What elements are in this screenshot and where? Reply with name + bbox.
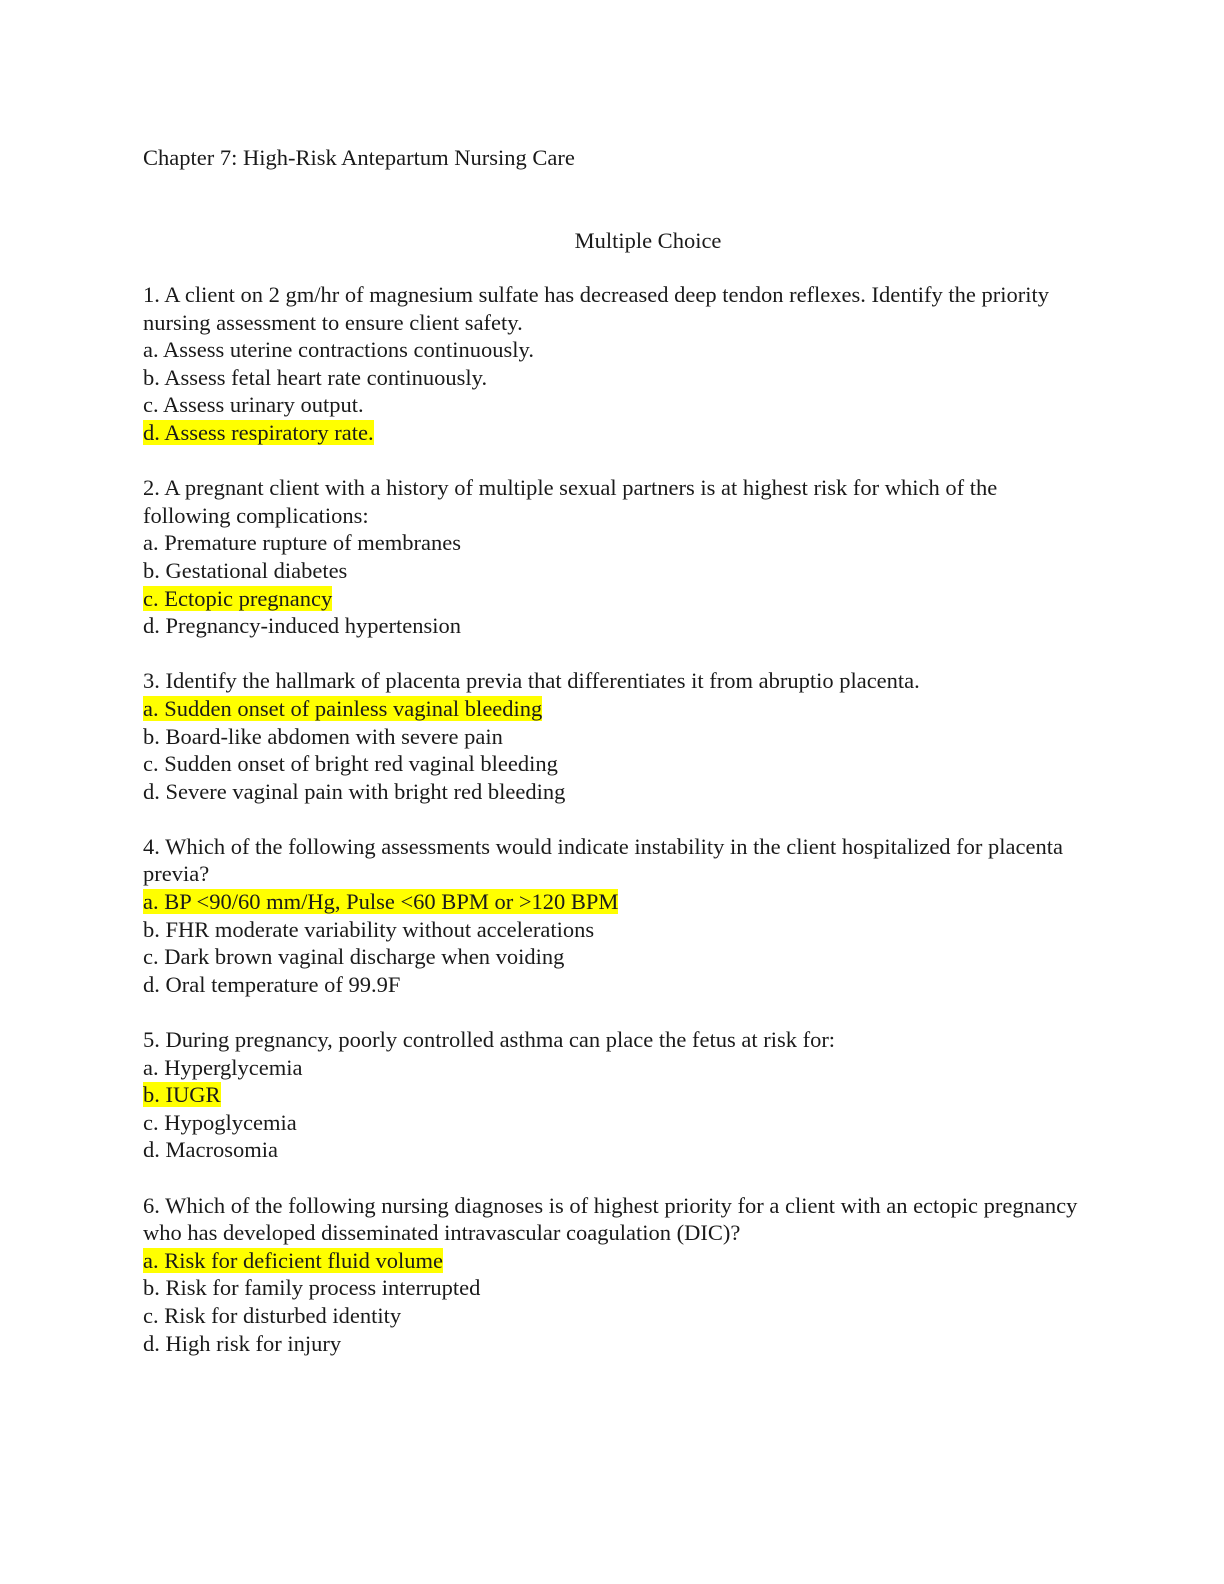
question-4 — [143, 833, 1143, 999]
answer-option-text: b. Risk for family process interrupted — [143, 1275, 481, 1301]
question-5 — [143, 1026, 1143, 1164]
answer-option — [143, 1136, 1143, 1164]
answer-option — [143, 723, 1143, 751]
answer-option-highlighted — [143, 1247, 1143, 1275]
answer-option — [143, 943, 1143, 971]
question-stem-line: 5. During pregnancy, poorly controlled asthma can place the fetus at risk for: — [143, 1027, 836, 1053]
answer-option-text: d. Pregnancy-induced hypertension — [143, 613, 462, 639]
answer-option-text: c. Risk for disturbed identity — [143, 1302, 402, 1328]
answer-option-text: d. Macrosomia — [143, 1137, 278, 1163]
answer-option — [143, 750, 1143, 778]
question-list — [143, 281, 1143, 1385]
answer-option-text: d. Assess respiratory rate. — [143, 419, 374, 445]
question-stem-line: who has developed disseminated intravascular coagulation (DIC)? — [143, 1220, 741, 1246]
question-stem-line: 3. Identify the hallmark of placenta previa that differentiates it from abruptio placenta. — [143, 668, 920, 694]
answer-option-text: c. Assess urinary output. — [143, 392, 364, 418]
answer-option-text: a. Hyperglycemia — [143, 1054, 303, 1080]
answer-option-text: b. Gestational diabetes — [143, 557, 348, 583]
section-title: Multiple Choice — [574, 228, 722, 253]
question-stem-line: previa? — [143, 861, 210, 887]
answer-option-text: b. FHR moderate variability without accelerations — [143, 916, 595, 942]
question-stem-line: 1. A client on 2 gm/hr of magnesium sulfate has decreased deep tendon reflexes. Identify the priority — [143, 282, 1049, 307]
answer-option-text: c. Sudden onset of bright red vaginal bleeding — [143, 751, 558, 777]
answer-option-highlighted — [143, 888, 1143, 916]
answer-option-highlighted — [143, 1081, 1143, 1109]
answer-option — [143, 1330, 1143, 1358]
answer-option-text: d. Severe vaginal pain with bright red bleeding — [143, 778, 566, 804]
answer-option-text: c. Hypoglycemia — [143, 1109, 297, 1135]
answer-option-text: c. Ectopic pregnancy — [143, 585, 333, 611]
question-stem-line: 2. A pregnant client with a history of multiple sexual partners is at highest risk for which of the — [143, 475, 998, 501]
answer-option-highlighted — [143, 419, 1143, 447]
answer-option — [143, 1302, 1143, 1330]
answer-option-text: b. Board-like abdomen with severe pain — [143, 723, 503, 749]
question-stem-line: 6. Which of the following nursing diagnoses is of highest priority for a client with an ectopic pregnancy — [143, 1192, 1078, 1218]
answer-option — [143, 364, 1143, 392]
answer-option — [143, 778, 1143, 806]
answer-option-text: a. Premature rupture of membranes — [143, 530, 461, 556]
answer-option-text: b. IUGR — [143, 1082, 221, 1108]
answer-option — [143, 529, 1143, 557]
answer-option-text: b. Assess fetal heart rate continuously. — [143, 364, 488, 390]
answer-option — [143, 391, 1143, 419]
question-1 — [143, 281, 1143, 447]
answer-option-text: a. Sudden onset of painless vaginal bleeding — [143, 695, 543, 721]
question-stem-line: 4. Which of the following assessments would indicate instability in the client hospitalized for placenta — [143, 833, 1063, 859]
chapter-title: Chapter 7: High-Risk Antepartum Nursing Care — [143, 145, 575, 170]
answer-option-text: c. Dark brown vaginal discharge when voiding — [143, 944, 565, 970]
answer-option-highlighted — [143, 695, 1143, 723]
answer-option-text: d. Oral temperature of 99.9F — [143, 971, 401, 997]
answer-option — [143, 1054, 1143, 1082]
answer-option — [143, 1274, 1143, 1302]
question-stem-line: following complications: — [143, 502, 369, 528]
question-6 — [143, 1192, 1143, 1358]
answer-option — [143, 971, 1143, 999]
answer-option — [143, 916, 1143, 944]
answer-option-highlighted — [143, 585, 1143, 613]
answer-option — [143, 1109, 1143, 1137]
answer-option — [143, 612, 1143, 640]
answer-option — [143, 336, 1143, 364]
answer-option-text: a. BP <90/60 mm/Hg, Pulse <60 BPM or >120 BPM — [143, 889, 619, 915]
question-stem-line: nursing assessment to ensure client safety. — [143, 309, 523, 335]
answer-option-text: d. High risk for injury — [143, 1330, 342, 1356]
answer-option-text: a. Risk for deficient fluid volume — [143, 1247, 443, 1273]
answer-option — [143, 557, 1143, 585]
answer-option-text: a. Assess uterine contractions continuously. — [143, 337, 534, 363]
question-2 — [143, 474, 1143, 640]
question-3 — [143, 667, 1143, 805]
